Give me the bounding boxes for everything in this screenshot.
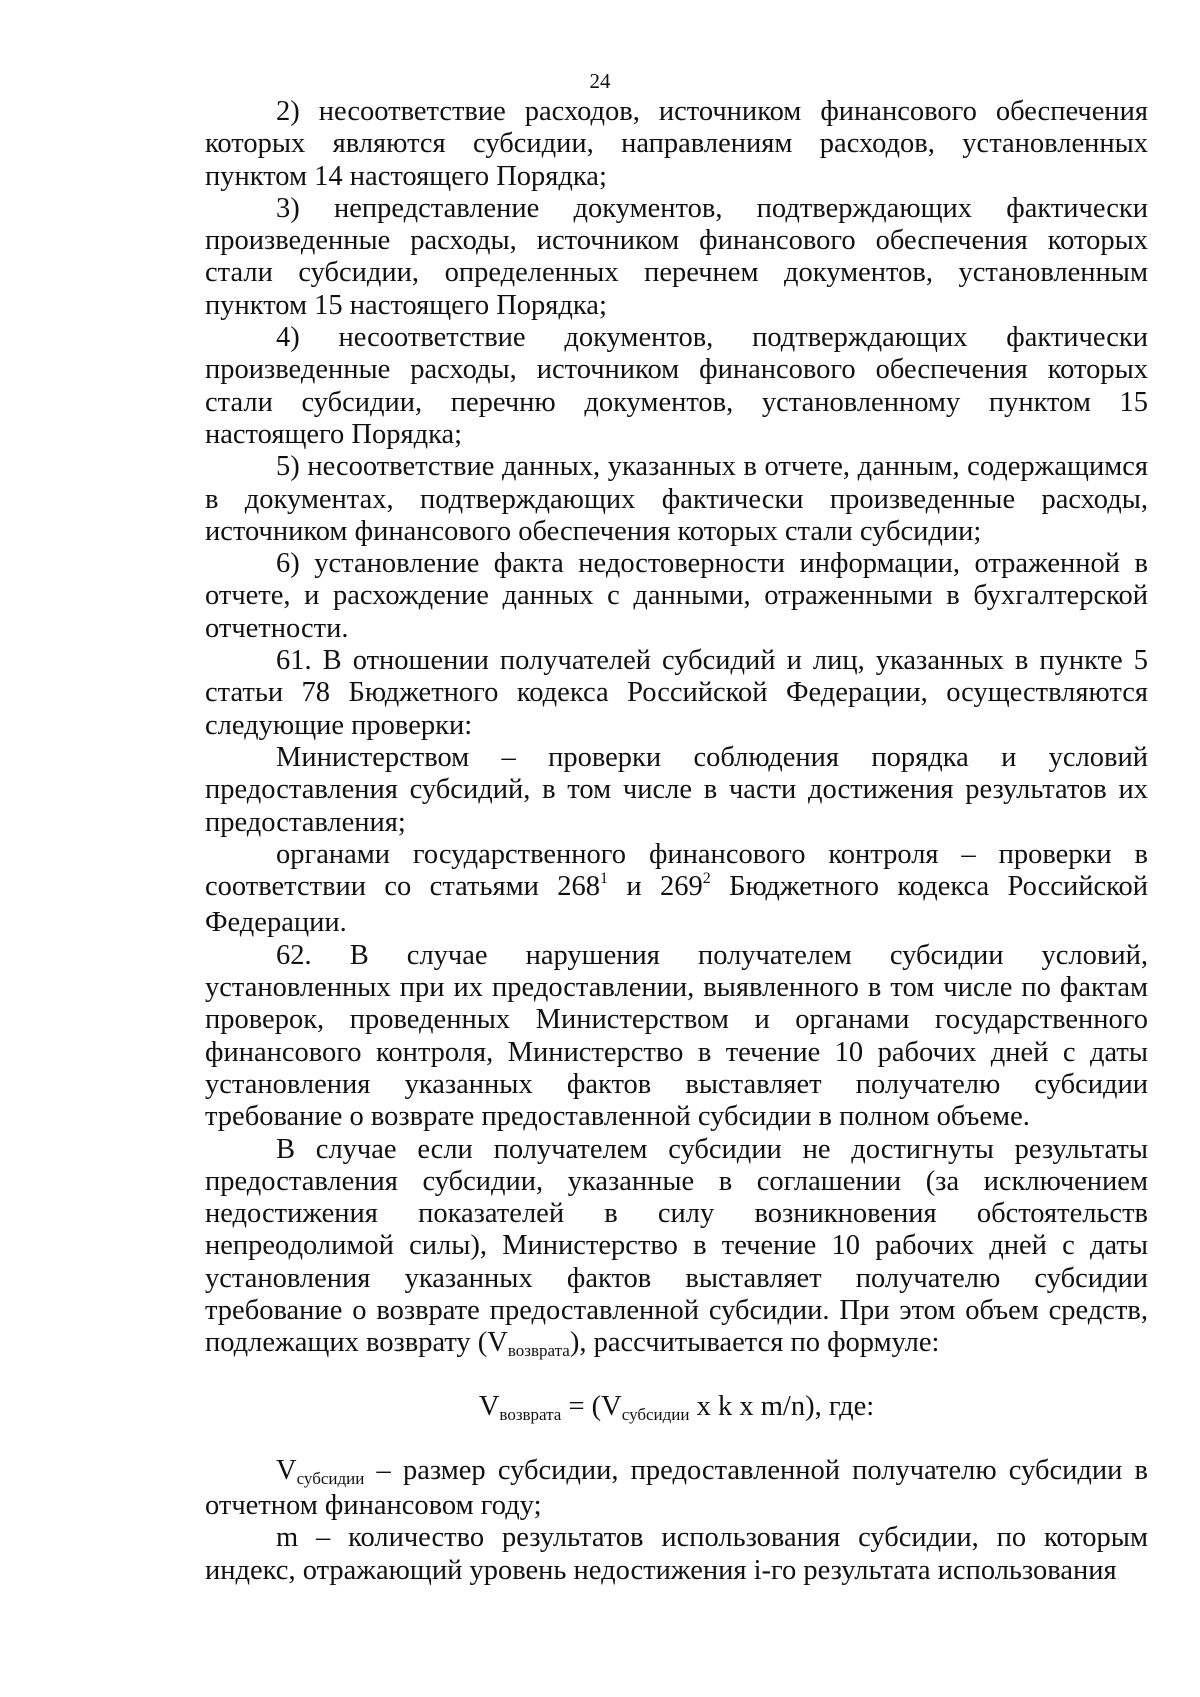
text-segment: органами государственного финансового контроля – проверки в соответствии со статьями 268 [205, 838, 1148, 903]
paragraph-item-3: 3) непредставление документов, подтверждающих фактически произведенные расходы, источником финансового обеспечения которых стали субсидии, определенных перечнем документов, установленным пунктом 15 настоящего Порядка; [205, 192, 1148, 321]
paragraph-item-2: 2) несоответствие расходов, источником финансового обеспечения которых являются субсидии, направлениям расходов, установленных пунктом 14 настоящего Порядка; [205, 96, 1148, 192]
text-segment: Бюджетного кодекса Российской Федерации. [205, 871, 1148, 939]
paragraph-financial-control-checks [205, 839, 1148, 940]
subscript: субсидии [296, 1468, 365, 1488]
document-body [205, 96, 1148, 1587]
page-number: 24 [589, 69, 611, 93]
paragraph-clause-62: 62. В случае нарушения получателем субсидии условий, установленных при их предоставлении, выявленного в том числе по фактам проверок, проведенных Министерством и органами государственного финансового контроля, Министерство в течение 10 рабочих дней с даты установления указанных фактов выставляет получателю субсидии требование о возврате предоставленной субсидии в полном объеме. [205, 939, 1148, 1133]
paragraph-item-6: 6) установление факта недостоверности информации, отраженной в отчете, и расхождение данных с данными, отраженными в бухгалтерской отчетности. [205, 548, 1148, 644]
subscript: возврата [499, 1404, 562, 1424]
paragraph-item-5: 5) несоответствие данных, указанных в отчете, данным, содержащимся в документах, подтверждающих фактически произведенные расходы, источником финансового обеспечения которых стали субсидии; [205, 451, 1148, 547]
paragraph-ministry-checks: Министерством – проверки соблюдения порядка и условий предоставления субсидий, в том числе в части достижения результатов их предоставления; [205, 741, 1148, 838]
paragraph-item-4: 4) несоответствие документов, подтверждающих фактически произведенные расходы, источником финансового обеспечения которых стали субсидии, перечню документов, установленному пунктом 15 настоящего Порядка; [205, 322, 1148, 450]
formula-text: = (V [561, 1390, 622, 1422]
formula-text: x k x m/n), где: [689, 1390, 875, 1422]
text-segment: В случае если получателем субсидии не достигнуты результаты предоставления субсидии, указанные в соглашении (за исключением недостижения показателей в силу возникновения обстоятельств непреодолимой силы), Министерство в течение 10 рабочих дней с даты установления указанных фактов выставляет получателю субсидии требование о возврате предоставленной субсидии. При этом объем средств, подлежащих возврату (V [205, 1133, 1148, 1359]
paragraph-results-not-achieved [205, 1134, 1148, 1363]
return-formula [205, 1391, 1148, 1426]
formula-variable: V [276, 1454, 297, 1486]
subscript: возврата [507, 1341, 570, 1361]
paragraph-v-subsidy-definition [205, 1455, 1148, 1523]
subscript: субсидии [621, 1404, 690, 1424]
text-segment: – размер субсидии, предоставленной получателю субсидии в отчетном финансовом году; [205, 1454, 1148, 1522]
paragraph-m-definition: m – количество результатов использования субсидии, по которым индекс, отражающий уровень недостижения i-го результата использования [205, 1522, 1148, 1586]
superscript: 1 [600, 870, 609, 888]
paragraph-clause-61: 61. В отношении получателей субсидий и лиц, указанных в пункте 5 статьи 78 Бюджетного кодекса Российской Федерации, осуществляются следующие проверки: [205, 645, 1148, 741]
text-segment: и 269 [608, 871, 703, 903]
text-segment: ), рассчитывается по формуле: [569, 1327, 940, 1359]
formula-variable: V [478, 1390, 500, 1422]
superscript: 2 [702, 870, 711, 888]
